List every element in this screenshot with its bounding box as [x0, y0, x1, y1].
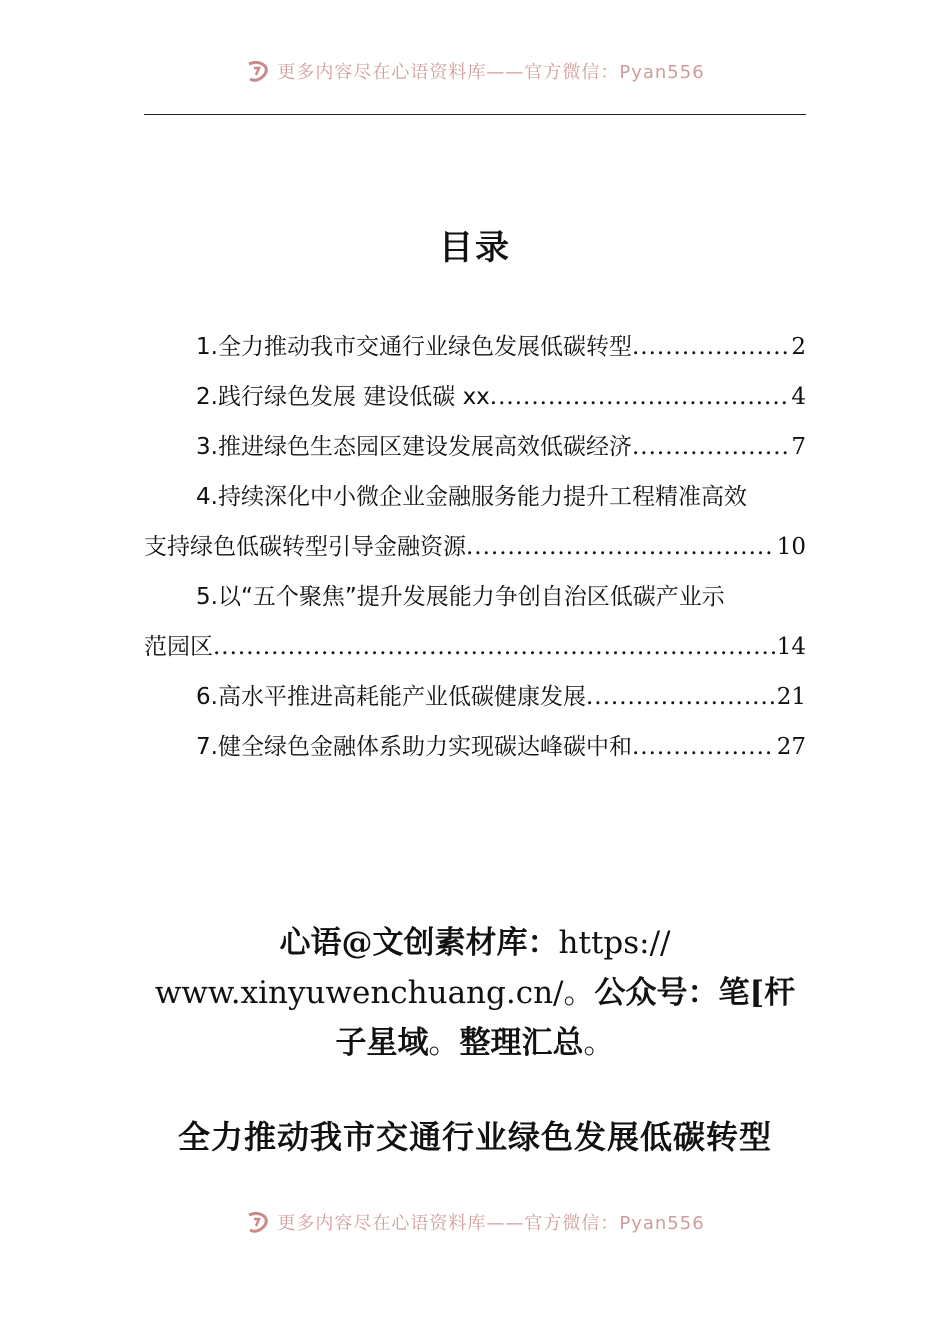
punctuation: 。 [428, 1025, 460, 1061]
document-heading: 全力推动我市交通行业绿色发展低碳转型 [177, 1118, 772, 1156]
toc-page-number: 4 [791, 384, 806, 410]
toc-entry-title: 2.践行绿色发展 建设低碳 xx [196, 384, 490, 410]
wechat-account: 公众号：笔[杆 [594, 975, 796, 1011]
toc-leader-dots [490, 372, 790, 422]
compiled-note: 整理汇总 [459, 1025, 584, 1061]
toc-entry[interactable] [144, 372, 806, 422]
footer-watermark-text: 更多内容尽在心语资料库——官方微信：Pyan556 [277, 1213, 705, 1234]
toc-page-number: 14 [776, 634, 806, 660]
toc-entry-title: 1.全力推动我市交通行业绿色发展低碳转型 [196, 334, 632, 360]
toc-entry[interactable] [144, 472, 806, 572]
toc-entry[interactable] [144, 572, 806, 672]
toc-entry[interactable] [144, 722, 806, 772]
toc-entry-title-line-2: 范园区 [144, 634, 213, 660]
toc-page-number: 7 [791, 434, 806, 460]
toc-title: 目录 [439, 228, 511, 268]
toc-entry-title-line-1: 5.以“五个聚焦”提升发展能力争创自治区低碳产业示 [196, 584, 725, 610]
toc-page-number: 21 [776, 684, 806, 710]
toc-entry-title: 3.推进绿色生态园区建设发展高效低碳经济 [196, 434, 632, 460]
toc-entry[interactable] [144, 322, 806, 372]
punctuation: 。 [583, 1025, 615, 1061]
source-url-part-2[interactable]: www.xinyuwenchuang.cn/ [154, 975, 564, 1011]
toc-leader-dots [632, 722, 775, 772]
logo-icon [245, 1209, 271, 1235]
header-watermark [0, 56, 950, 86]
footer-watermark [0, 1207, 950, 1237]
source-url-part-1[interactable]: https:// [558, 925, 671, 961]
punctuation: 。 [563, 975, 595, 1011]
source-label: 心语@文创素材库： [279, 925, 559, 961]
toc-leader-dots [632, 422, 789, 472]
toc-leader-dots [586, 672, 775, 722]
toc-entry-title: 6.高水平推进高耗能产业低碳健康发展 [196, 684, 586, 710]
toc-entry-title: 7.健全绿色金融体系助力实现碳达峰碳中和 [196, 734, 632, 760]
toc-leader-dots [632, 322, 789, 372]
toc-leader-dots [213, 622, 775, 672]
toc-entry[interactable] [144, 422, 806, 472]
toc-entry-title-line-1: 4.持续深化中小微企业金融服务能力提升工程精准高效 [196, 484, 747, 510]
source-note [144, 918, 806, 1068]
toc-page-number: 2 [791, 334, 806, 360]
toc-entry-title-line-2: 支持绿色低碳转型引导金融资源 [144, 534, 466, 560]
table-of-contents [144, 322, 806, 772]
header-rule [144, 114, 806, 115]
toc-page-number: 10 [776, 534, 806, 560]
header-watermark-text: 更多内容尽在心语资料库——官方微信：Pyan556 [277, 62, 705, 83]
toc-entry[interactable] [144, 672, 806, 722]
toc-leader-dots [466, 522, 775, 572]
logo-icon [245, 58, 271, 84]
wechat-account-cont: 子星域 [335, 1025, 429, 1061]
toc-page-number: 27 [776, 734, 806, 760]
